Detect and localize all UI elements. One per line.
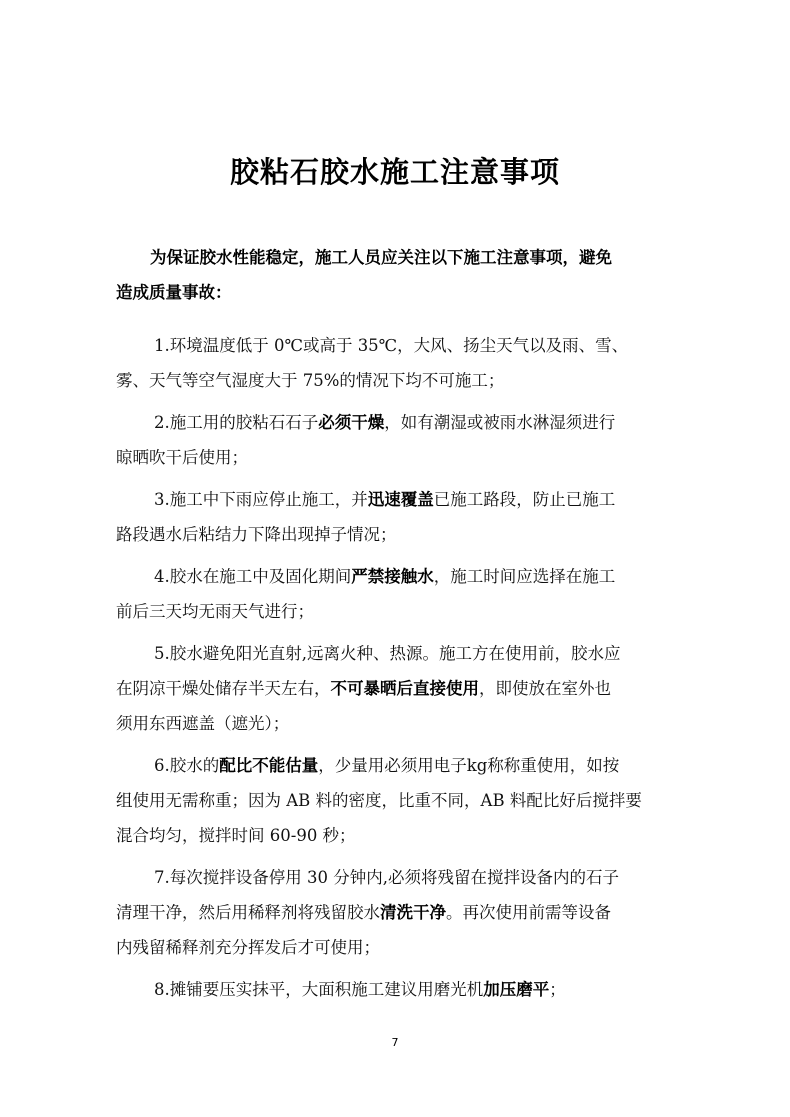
item-3-emphasis: 迅速覆盖 xyxy=(367,490,434,509)
item-3-text-c: 已施工路段，防止已施工 xyxy=(433,490,616,509)
item-8-text-c: ； xyxy=(549,980,566,999)
item-2-emphasis: 必须干燥 xyxy=(318,413,385,432)
item-2-line-2: 晾晒吹干后使用； xyxy=(116,448,248,467)
precaution-item-3 xyxy=(116,482,676,552)
item-6-line-1 xyxy=(116,748,676,783)
item-5-line-2 xyxy=(116,671,676,706)
item-1-line-2: 雾、天气等空气湿度大于 75%的情况下均不可施工； xyxy=(116,371,505,390)
precaution-item-2 xyxy=(116,405,676,475)
item-5-text-c: ，即使放在室外也 xyxy=(479,679,611,698)
precaution-item-6 xyxy=(116,748,676,853)
item-7-text-a: 清理干净，然后用稀释剂将残留胶水 xyxy=(116,903,380,922)
item-8-line-1 xyxy=(116,972,676,1007)
item-7-line-3: 内残留稀释剂充分挥发后才可使用； xyxy=(116,938,380,957)
precaution-item-4 xyxy=(116,559,676,629)
item-2-text-a: 2.施工用的胶粘石石子 xyxy=(154,413,319,432)
item-2-line-1 xyxy=(116,405,676,440)
page-number: 7 xyxy=(391,1036,399,1049)
precaution-item-5 xyxy=(116,636,676,741)
item-1-line-1: 1.环境温度低于 0℃或高于 35℃，大风、扬尘天气以及雨、雪、 xyxy=(154,336,629,355)
item-6-emphasis: 配比不能估量 xyxy=(219,756,319,775)
intro-line-2: 造成质量事故： xyxy=(116,283,232,302)
item-8-emphasis: 加压磨平 xyxy=(483,980,550,999)
precaution-item-8 xyxy=(116,972,676,1007)
item-6-text-c: ，少量用必须用电子kg称称重使用，如按 xyxy=(318,756,620,775)
item-3-line-1 xyxy=(116,482,676,517)
item-4-line-1 xyxy=(116,559,676,594)
item-6-line-3: 混合均匀，搅拌时间 60-90 秒； xyxy=(116,826,356,845)
item-6-line-2: 组使用无需称重；因为 AB 料的密度，比重不同，AB 料配比好后搅拌要 xyxy=(116,791,642,810)
intro-line-1: 为保证胶水性能稳定，施工人员应关注以下施工注意事项，避免 xyxy=(150,248,612,267)
item-6-text-a: 6.胶水的 xyxy=(154,756,220,775)
item-7-line-2 xyxy=(116,895,676,930)
item-8-text-a: 8.摊铺要压实抹平，大面积施工建议用磨光机 xyxy=(154,980,484,999)
page-title: 胶粘石胶水施工注意事项 xyxy=(229,155,560,189)
item-4-emphasis: 严禁接触水 xyxy=(351,567,434,586)
item-2-text-c: ，如有潮湿或被雨水淋湿须进行 xyxy=(384,413,616,432)
item-5-line-3: 须用东西遮盖（遮光）； xyxy=(116,714,290,733)
intro-paragraph xyxy=(116,240,676,310)
precaution-item-7 xyxy=(116,860,676,965)
item-7-emphasis: 清洗干净 xyxy=(380,903,446,922)
item-3-line-2: 路段遇水后粘结力下降出现掉子情况； xyxy=(116,525,397,544)
item-3-text-a: 3.施工中下雨应停止施工，并 xyxy=(154,490,368,509)
item-7-text-c: 。再次使用前需等设备 xyxy=(446,903,611,922)
item-4-line-2: 前后三天均无雨天气进行； xyxy=(116,602,314,621)
item-7-line-1: 7.每次搅拌设备停用 30 分钟内,必须将残留在搅拌设备内的石子 xyxy=(154,868,619,887)
item-4-text-c: ，施工时间应选择在施工 xyxy=(433,567,616,586)
item-5-text-a: 在阴凉干燥处储存半天左右， xyxy=(116,679,331,698)
item-4-text-a: 4.胶水在施工中及固化期间 xyxy=(154,567,352,586)
precaution-item-1 xyxy=(116,328,676,398)
item-5-emphasis: 不可暴晒后直接使用 xyxy=(330,679,479,698)
precautions-list xyxy=(116,328,676,1014)
item-5-line-1: 5.胶水避免阳光直射,远离火种、热源。施工方在使用前，胶水应 xyxy=(154,644,621,663)
